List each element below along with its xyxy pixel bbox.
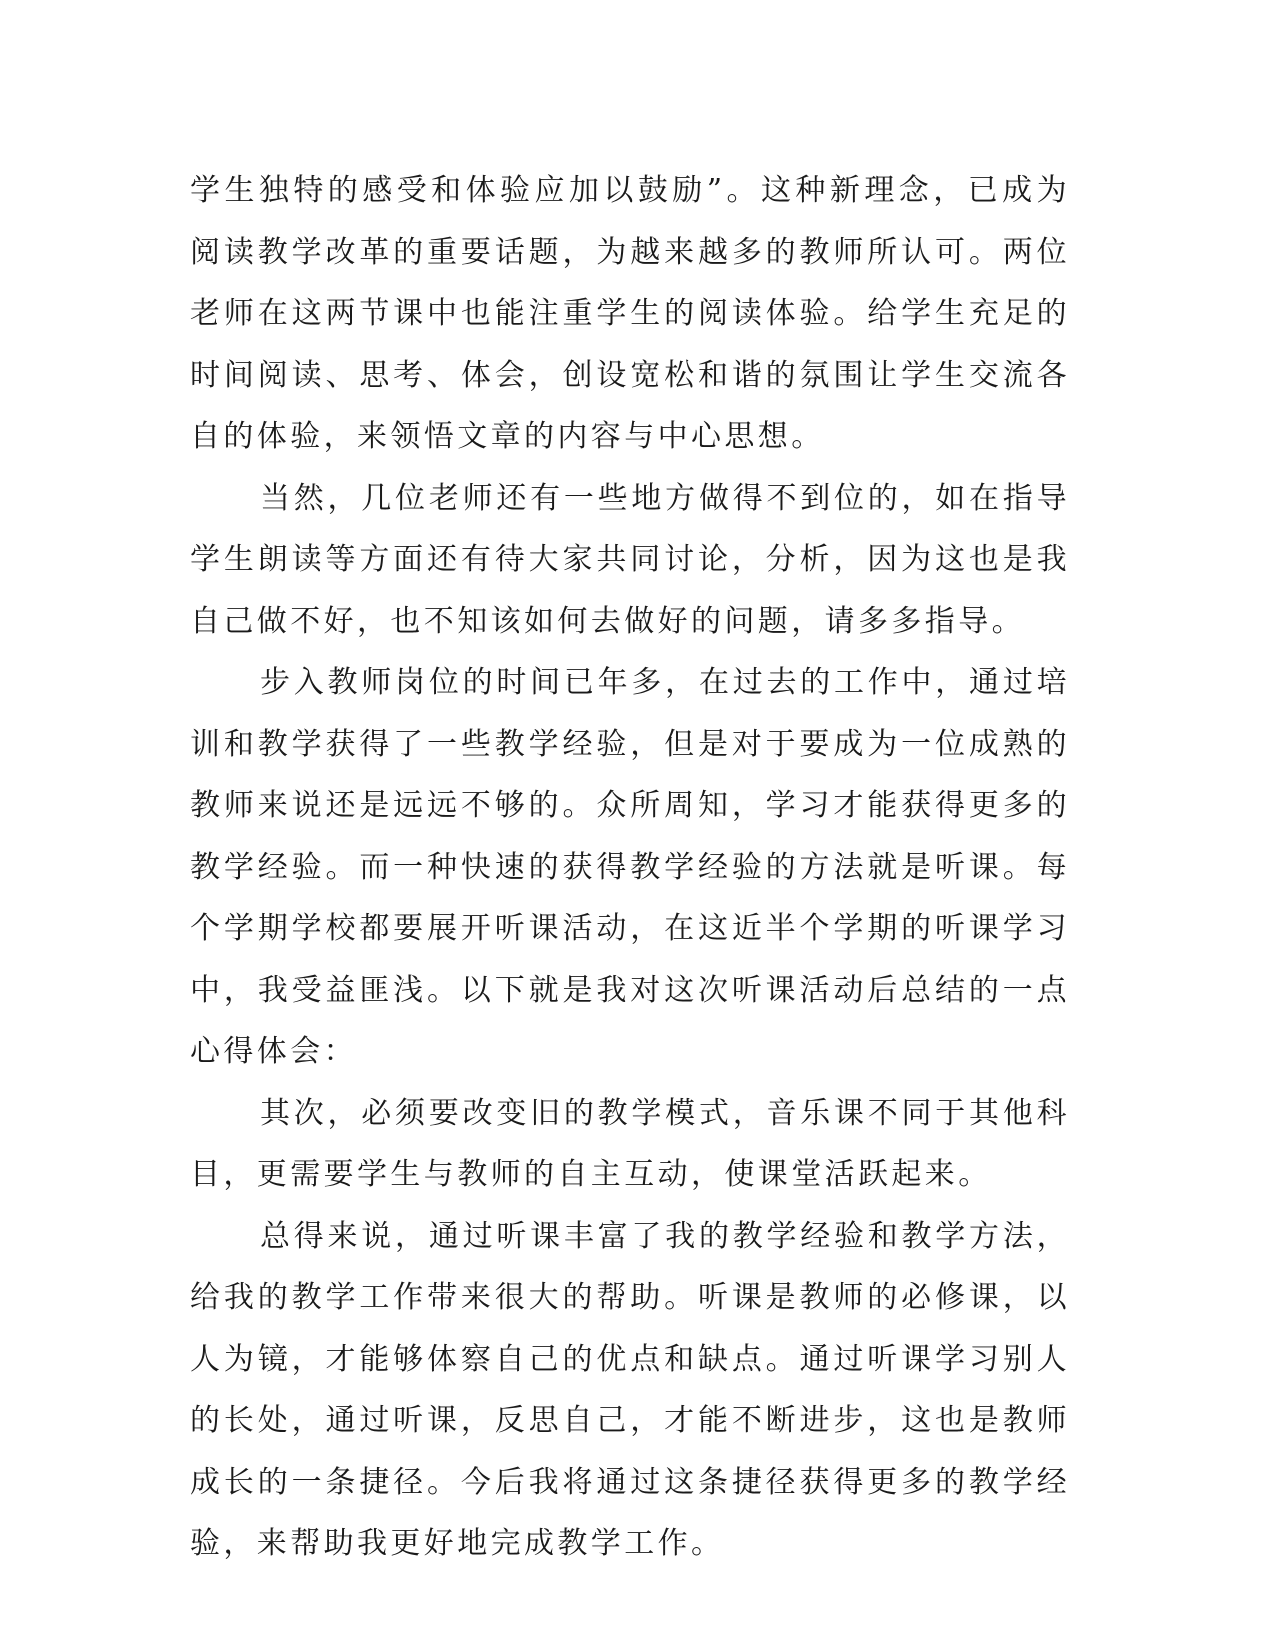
- paragraph-1: 学生独特的感受和体验应加以鼓励”。这种新理念，已成为阅读教学改革的重要话题，为越来越多的教师所认可。两位老师在这两节课中也能注重学生的阅读体验。给学生充足的时间阅读、思考、体会，创设宽松和谐的氛围让学生交流各自的体验，来领悟文章的内容与中心思想。: [190, 173, 1070, 454]
- paragraph-5: 总得来说，通过听课丰富了我的教学经验和教学方法，给我的教学工作带来很大的帮助。听课是教师的必修课，以人为镜，才能够体察自己的优点和缺点。通过听课学习别人的长处，通过听课，反思自己，才能不断进步，这也是教师成长的一条捷径。今后我将通过这条捷径获得更多的教学经验，来帮助我更好地完成教学工作。: [190, 1218, 1070, 1561]
- paragraph-4: 其次，必须要改变旧的教学模式，音乐课不同于其他科目，更需要学生与教师的自主互动，使课堂活跃起来。: [190, 1095, 1070, 1192]
- document-body: [190, 160, 1070, 1575]
- paragraph-2: 当然，几位老师还有一些地方做得不到位的，如在指导学生朗读等方面还有待大家共同讨论，分析，因为这也是我自己做不好，也不知该如何去做好的问题，请多多指导。: [190, 480, 1070, 639]
- paragraph-3: 步入教师岗位的时间已年多，在过去的工作中，通过培训和教学获得了一些教学经验，但是对于要成为一位成熟的教师来说还是远远不够的。众所周知，学习才能获得更多的教学经验。而一种快速的获得教学经验的方法就是听课。每个学期学校都要展开听课活动，在这近半个学期的听课学习中，我受益匪浅。以下就是我对这次听课活动后总结的一点心得体会：: [190, 665, 1070, 1069]
